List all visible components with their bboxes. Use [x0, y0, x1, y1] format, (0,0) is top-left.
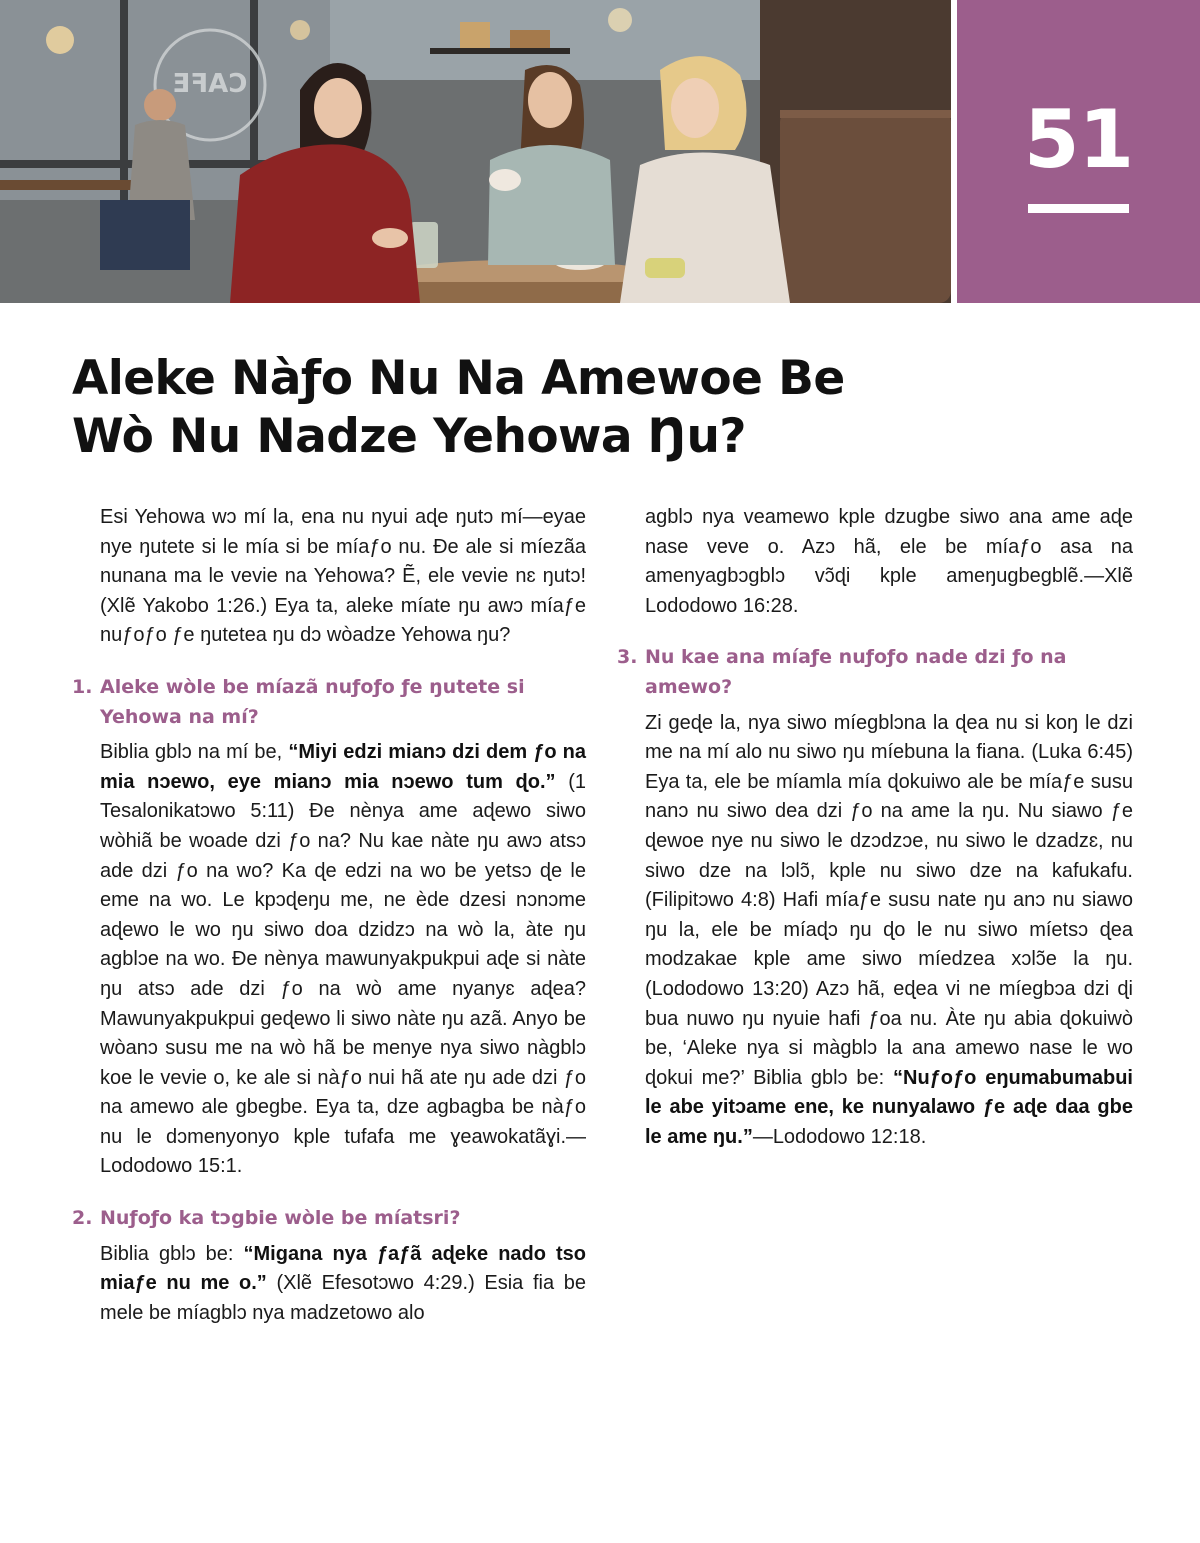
answer-2-lead: Biblia gblɔ be:: [100, 1242, 244, 1265]
answer-1-lead: Biblia gblɔ na mí be,: [100, 741, 289, 764]
answer-1-body: (1 Tesalonikatɔwo 5:11) Ðe nènya ame aɖewo siwo wòhiã be woade dzi ƒo na? Nu kae nàte ŋu awɔ atsɔ ade dzi ƒo na wo? Ka ɖe edzi na wo be yetsɔ ɖe le eme na wo. Le kpɔɖeŋu me, ne ède dzesi nɔnɔme aɖewo le wo ŋu siwo doa dzidzɔ na wò la, àte ŋu agblɔe na wo. Ðe nènya mawunyakpukpui aɖe si nàte ŋu atsɔ ade dzi ƒo na wò ame nyanyɛ aɖea? Mawunyakpukpui geɖewo li siwo nàte ŋu azã. Anyo be wòanɔ susu me na wò hã be menye nya siwo nàgblɔ koe le vevie o, ke ale si nàƒo nui hã ate ŋu ade dzi ƒo na amewo ale gbegbe. Eya ta, dze agbagba be nàƒo nu le dɔmenyonyo kple tufafa me ɣeawokatãɣi.—Lododowo 15:1.: [100, 770, 586, 1178]
cafe-scene-illustration: [0, 0, 951, 303]
answer-2-body-start: (Xlẽ Efesotɔwo 4:29.) Esia fia be mele be míagblɔ nya madzetowo alo: [100, 1272, 586, 1324]
title-line-2: Wò Nu Nadze Yehowa Ŋu?: [72, 409, 746, 464]
question-2-number: 2.: [72, 1207, 93, 1230]
question-1-number: 1.: [72, 675, 93, 698]
cafe-sign-text: CAFE: [172, 69, 248, 99]
answer-2-paragraph-continued: [617, 503, 1133, 621]
question-2-heading: [72, 1204, 586, 1234]
right-column: [617, 503, 1133, 1152]
answer-2-body-continued: agblɔ nya veamewo kple dzugbe siwo ana ame aɖe nase veve o. Azɔ hã, ele be míaƒo asa na amenyagbɔgblɔ vɔ̃ɖi kple ameŋugbegblẽ.—Xlẽ Lododowo 16:28.: [645, 506, 1133, 617]
answer-1-paragraph: [72, 738, 586, 1182]
left-column: [72, 503, 586, 1328]
answer-1-quote: “Miyi edzi mianɔ dzi dem ƒo na mia nɔewo, eye mianɔ mia nɔewo tum ɖo.”: [100, 741, 587, 793]
lesson-number: 51: [1023, 93, 1134, 186]
page-title: [72, 350, 952, 466]
question-3-heading: [617, 643, 1133, 702]
question-2-text: Nuƒoƒo ka tɔgbie wòle be míatsri?: [100, 1207, 461, 1230]
answer-2-quote: “Migana nya ƒaƒã aɖeke nado tso miaƒe nu me o.”: [100, 1242, 587, 1295]
answer-2-paragraph-start: [72, 1240, 586, 1329]
answer-3-lead: Zi geɖe la, nya siwo míegblɔna la ɖea nu si koŋ le dzi me na mí alo nu siwo ŋu míebuna la fiana. (Luka 6:45) Eya ta, ele be míamla mía ɖokuiwo ale be míaƒe susu nanɔ nu siwo dea dzi ƒo na ame la ŋu. Nu siawo ƒe ɖewoe nye nu siwo le dzɔdzɔe, nu siwo le dzadzɛ, nu siwo dze na lɔlɔ̃, kple nu siwo dze na kafukafu. (Filipitɔwo 4:8) Hafi míaƒe susu nate ŋu anɔ nu siawo ŋu la, ele be míaɖɔ ŋu ɖo le nu siwo míetsɔ ɖea modzakae kple ame siwo míedzea xɔlɔ̃e la ŋu. (Lododowo 13:20) Azɔ hã, eɖea vi ne míegbɔa dzi ɖi bua nuwo ŋu nyuie hafi ƒoa nu. Àte ŋu abia ɖokuiwò be, ‘Aleke nya si màgblɔ la ana amewo nase le wo ɖokui me?’ Biblia gblɔ be:: [645, 711, 1133, 1089]
answer-3-quote: “Nuƒoƒo eŋumabumabui le abe yitɔame ene, ke nunyalawo ƒe aɖe daa gbe le ame ŋu.”: [645, 1066, 1133, 1148]
title-line-1: Aleke Nàƒo Nu Na Amewoe Be: [72, 351, 845, 406]
answer-3-paragraph: [617, 709, 1133, 1153]
lesson-number-box: [957, 0, 1200, 303]
lesson-number-underline: [1028, 204, 1129, 213]
answer-3-body: —Lododowo 12:18.: [752, 1125, 927, 1148]
question-3-number: 3.: [617, 646, 638, 669]
question-3-text: Nu kae ana míaƒe nuƒoƒo nade dzi ƒo na amewo?: [645, 646, 1067, 698]
question-1-text: Aleke wòle be míazã nuƒoƒo ƒe ŋutete si Yehowa na mí?: [100, 675, 525, 728]
intro-paragraph: Esi Yehowa wɔ mí la, ena nu nyui aɖe ŋutɔ mí—eyae nye ŋutete si le mía si be míaƒo nu. Ðe ale si míezãa nunana ma le vevie na Yehowa? Ẽ, ele vevie nɛ ŋutɔ! (Xlẽ Yakobo 1:26.) Eya ta, aleke míate ŋu awɔ míaƒe nuƒoƒo ƒe ŋutetea ŋu dɔ wòadze Yehowa ŋu?: [100, 506, 586, 647]
question-1-heading: [72, 673, 586, 732]
hero-photo: [0, 0, 951, 303]
